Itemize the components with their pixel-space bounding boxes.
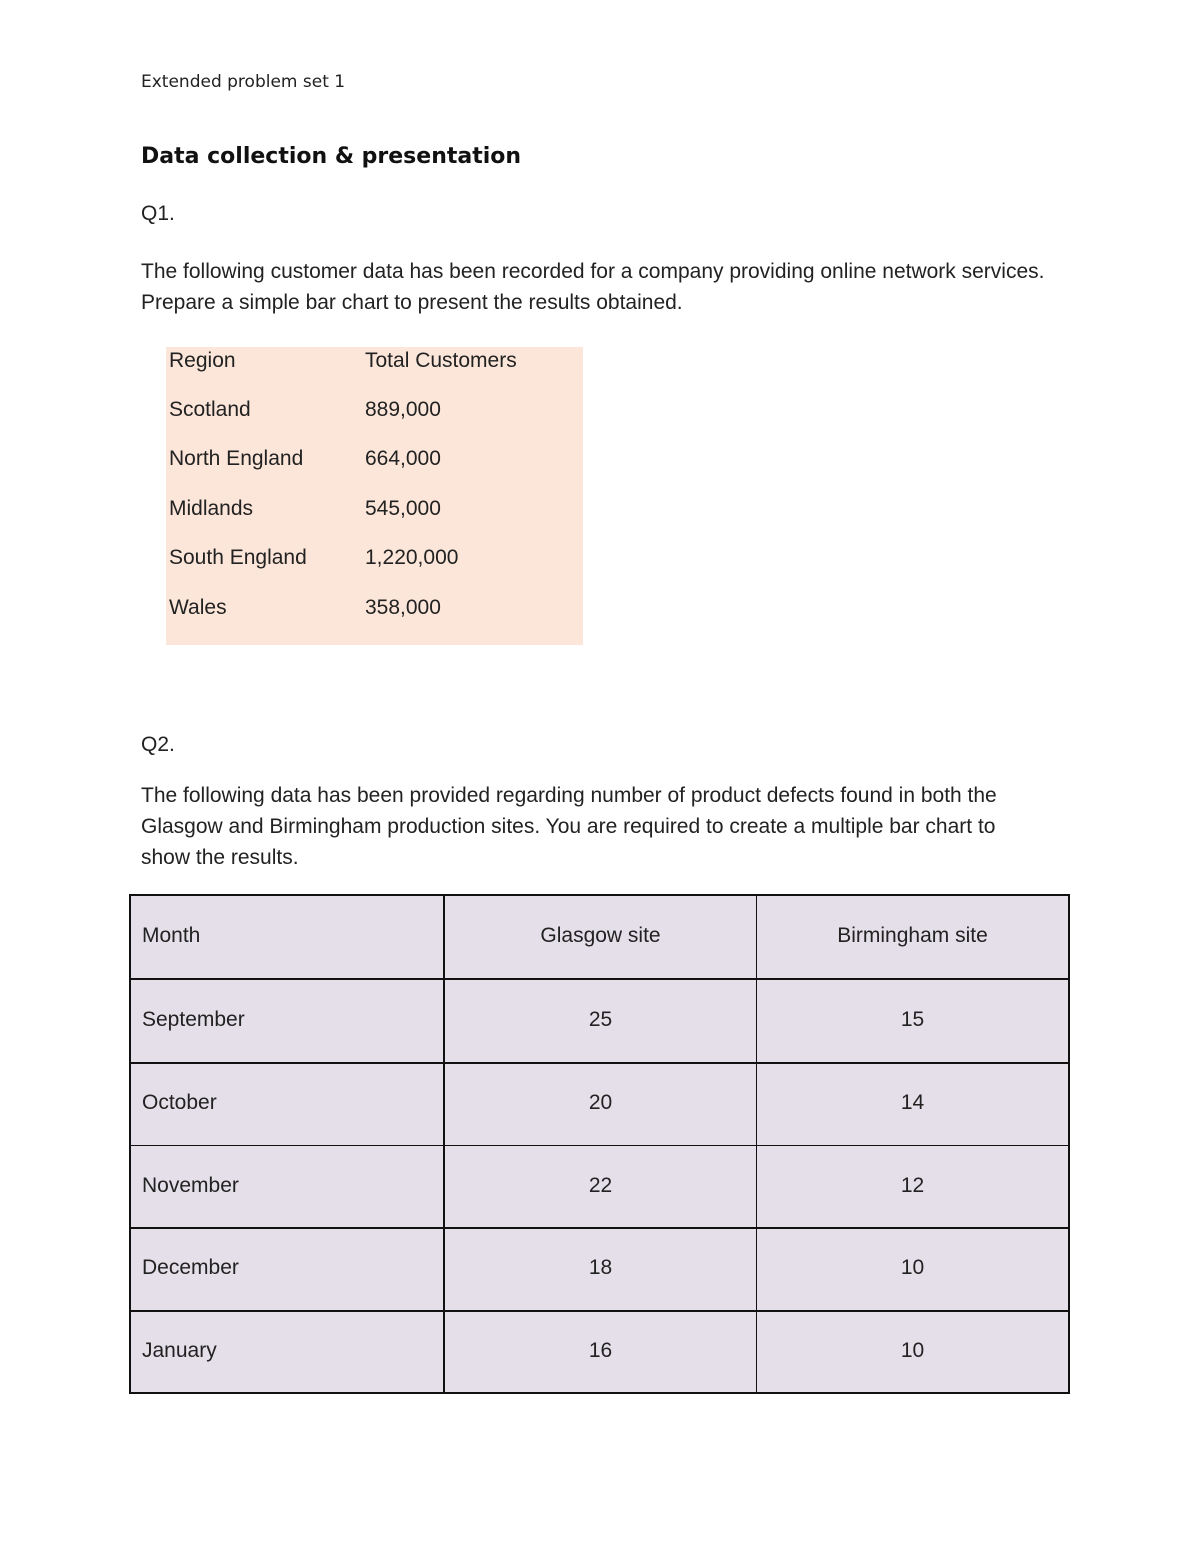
section-title: Data collection & presentation: [141, 144, 522, 169]
q1-region-cell: South England: [169, 546, 307, 569]
q2-glasgow-cell: 16: [588, 1339, 613, 1362]
q2-month-cell: January: [142, 1339, 217, 1362]
table-divider: [131, 1227, 1068, 1229]
q2-header-birmingham: Birmingham site: [837, 924, 988, 947]
q2-header-month: Month: [142, 924, 201, 947]
q2-glasgow-cell: 22: [588, 1174, 613, 1197]
q2-birmingham-cell: 12: [900, 1174, 925, 1197]
table-divider: [131, 1062, 1068, 1064]
q2-text: The following data has been provided regarding number of product defects found in both the Glasgow and Birmingham production sites. You are required to create a multiple bar chart to show the results.: [141, 784, 997, 869]
table-divider: [131, 978, 1068, 980]
q1-value-cell: 1,220,000: [365, 546, 459, 569]
q1-region-cell: Midlands: [169, 497, 254, 520]
table-divider: [443, 896, 445, 1392]
table-divider: [756, 896, 757, 1392]
q1-region-cell: North England: [169, 447, 304, 470]
q2-month-cell: November: [142, 1174, 239, 1197]
document-header: Extended problem set 1: [141, 72, 346, 92]
q1-value-cell: 358,000: [365, 596, 441, 619]
q2-label: Q2.: [141, 733, 175, 756]
q2-header-glasgow: Glasgow site: [540, 924, 661, 947]
q1-text: The following customer data has been recorded for a company providing online network services. Prepare a simple bar chart to present the results obtained.: [141, 260, 1045, 314]
q2-birmingham-cell: 15: [900, 1008, 925, 1031]
q1-region-cell: Scotland: [169, 398, 251, 421]
table-divider: [131, 1145, 1068, 1146]
q2-table: [129, 894, 1070, 1394]
q1-header-region: Region: [169, 349, 236, 372]
q1-region-cell: Wales: [169, 596, 227, 619]
q2-birmingham-cell: 10: [900, 1339, 925, 1362]
q2-month-cell: October: [142, 1091, 217, 1114]
q2-birmingham-cell: 10: [900, 1256, 925, 1279]
q2-glasgow-cell: 18: [588, 1256, 613, 1279]
table-divider: [131, 1310, 1068, 1312]
q2-glasgow-cell: 25: [588, 1008, 613, 1031]
q2-glasgow-cell: 20: [588, 1091, 613, 1114]
q1-value-cell: 664,000: [365, 447, 441, 470]
q2-month-cell: December: [142, 1256, 239, 1279]
q1-label: Q1.: [141, 202, 175, 225]
q2-month-cell: September: [142, 1008, 245, 1031]
q1-table: [166, 347, 583, 645]
q1-value-cell: 545,000: [365, 497, 441, 520]
q1-value-cell: 889,000: [365, 398, 441, 421]
q1-header-total: Total Customers: [365, 349, 517, 372]
q2-birmingham-cell: 14: [900, 1091, 925, 1114]
